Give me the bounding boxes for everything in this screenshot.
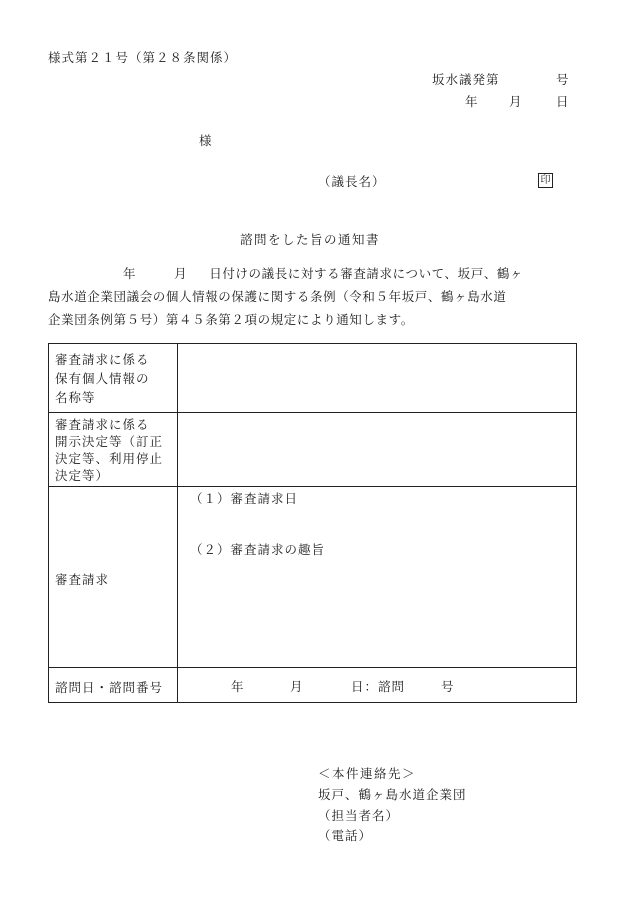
date-day: 日 xyxy=(556,94,569,109)
document-number-suffix: 号 xyxy=(556,72,569,87)
paragraph-line-1 xyxy=(48,262,588,285)
label-review-request: 審査請求 xyxy=(49,487,178,668)
label-line: 決定等、利用停止 xyxy=(55,451,164,466)
value-record-name[interactable] xyxy=(178,344,577,413)
contact-heading: ＜本件連絡先＞ xyxy=(318,766,417,781)
label-line: 名称等 xyxy=(55,390,96,405)
contact-person: （担当者名） xyxy=(318,808,400,823)
body-line1-text: 日付けの議長に対する審査請求について、坂戸、鶴ヶ xyxy=(209,266,524,281)
paragraph-line-2: 島水道企業団議会の個人情報の保護に関する条例（令和５年坂戸、鶴ヶ島水道 xyxy=(48,289,507,304)
recipient-honorific: 様 xyxy=(199,133,212,148)
inquiry-year: 年 xyxy=(231,679,244,694)
label-line: 審査請求に係る xyxy=(55,352,150,367)
label-inquiry: 諮問日・諮問番号 xyxy=(49,668,178,703)
date-month: 月 xyxy=(509,94,522,109)
table-row-disclosure-decision xyxy=(49,413,577,487)
body-year: 年 xyxy=(123,266,137,281)
seal-mark xyxy=(538,171,553,188)
label-line: 決定等） xyxy=(55,468,110,483)
value-review-request[interactable] xyxy=(178,487,577,668)
request-table xyxy=(48,343,577,703)
table-row-review-request xyxy=(49,487,577,668)
document-title: 諮問をした旨の通知書 xyxy=(240,232,381,247)
label-disclosure-decision xyxy=(49,413,178,487)
paragraph-line-3: 企業団条例第５号）第４５条第２項の規定により通知します。 xyxy=(48,312,414,327)
document-number-prefix: 坂水議発第 xyxy=(432,72,500,87)
sender-title: （議長名） xyxy=(318,174,386,189)
form-reference: 様式第２１号（第２８条関係） xyxy=(48,50,238,65)
seal-stamp: 印 xyxy=(538,173,553,188)
label-line: 保有個人情報の xyxy=(55,371,150,386)
review-request-purpose: （２）審査請求の趣旨 xyxy=(190,542,326,557)
notice-paragraph xyxy=(48,262,588,331)
value-inquiry[interactable] xyxy=(178,668,577,703)
table-row-record-name xyxy=(49,344,577,413)
value-disclosure-decision[interactable] xyxy=(178,413,577,487)
contact-organization: 坂戸、鶴ヶ島水道企業団 xyxy=(318,787,467,802)
table-row-inquiry xyxy=(49,668,577,703)
contact-phone: （電話） xyxy=(318,828,373,843)
body-month: 月 xyxy=(174,266,188,281)
label-line: 開示決定等（訂正 xyxy=(55,434,164,449)
review-request-date: （１）審査請求日 xyxy=(190,491,299,506)
inquiry-month: 月 xyxy=(290,679,303,694)
inquiry-day: 日：諮問 xyxy=(351,679,406,694)
label-line: 審査請求に係る xyxy=(55,417,150,432)
inquiry-number: 号 xyxy=(441,679,454,694)
date-year: 年 xyxy=(465,94,478,109)
label-record-name xyxy=(49,344,178,413)
